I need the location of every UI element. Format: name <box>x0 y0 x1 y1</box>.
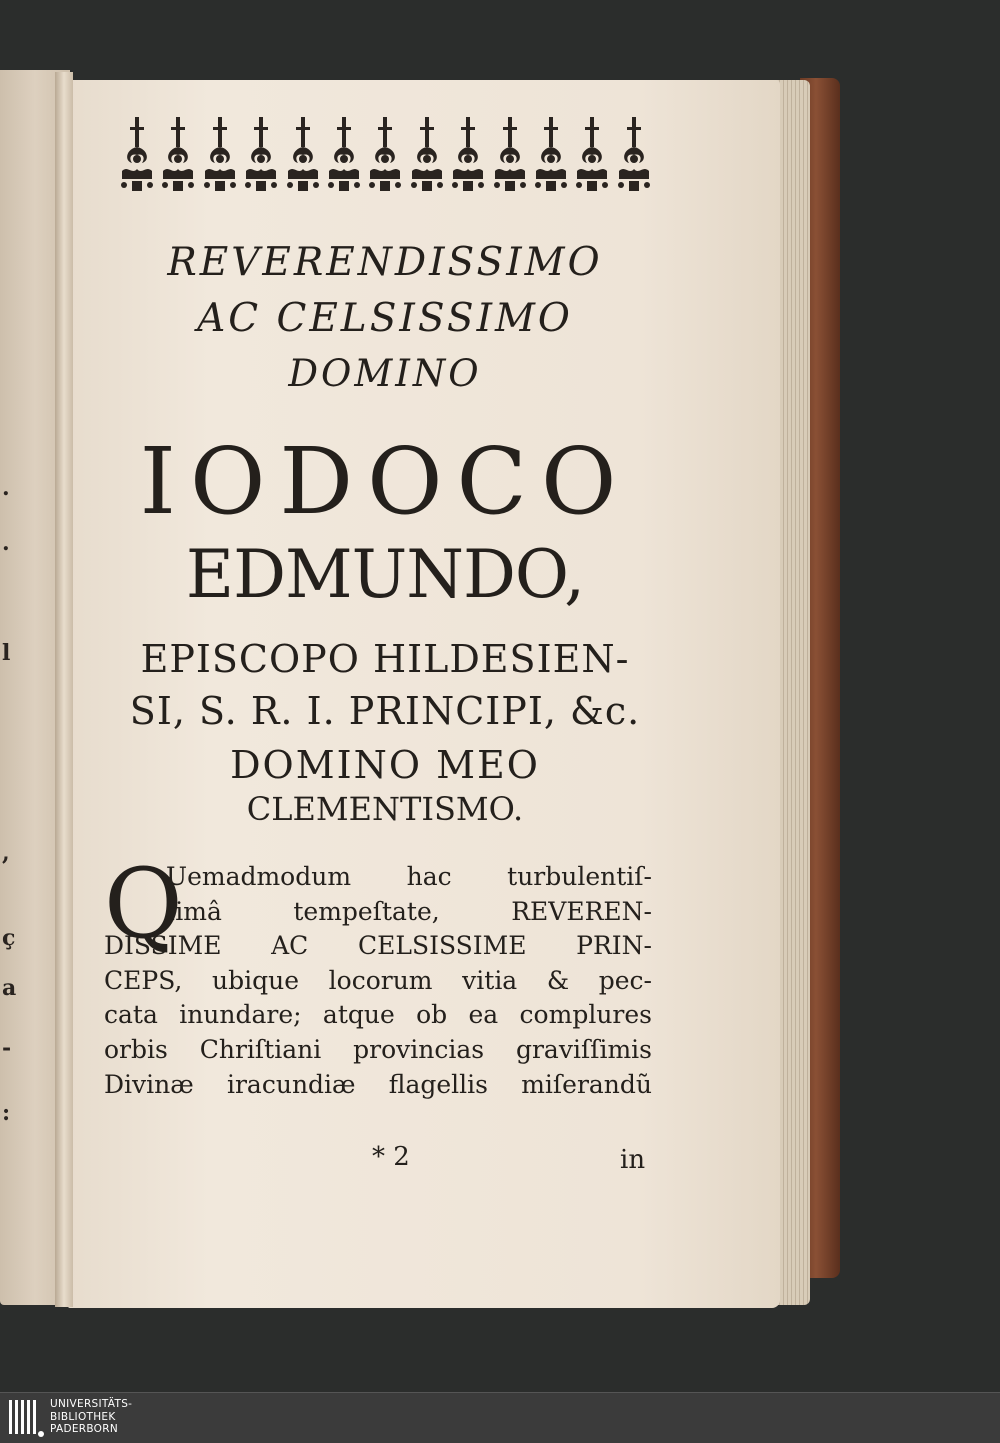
fleuron-icon <box>366 115 404 195</box>
drop-cap: Q <box>104 848 183 960</box>
dedication-line-3: DOMINO <box>288 352 482 395</box>
fleuron-icon <box>118 115 156 195</box>
fleuron-icon <box>408 115 446 195</box>
left-page-mark: l <box>2 640 11 666</box>
left-page-mark: . <box>2 475 10 501</box>
dedicatee-second-name: EDMUNDO, <box>185 536 585 613</box>
fleuron-icon <box>159 115 197 195</box>
dedicatee-title-line-2: SI, S. R. I. PRINCIPI, &c. <box>129 689 641 733</box>
body-line: Divinæ iracundiæ flagellis miſerandũ <box>104 1069 652 1099</box>
left-page-mark: - <box>2 1035 12 1061</box>
left-page-mark: , <box>2 840 10 866</box>
fleuron-icon <box>325 115 363 195</box>
catchword: in <box>620 1145 646 1175</box>
logo-line: PADERBORN <box>50 1423 118 1435</box>
fleuron-icon <box>201 115 239 195</box>
dedicatee-title-line-3: DOMINO MEO <box>230 743 540 787</box>
left-page-mark: ç <box>2 925 16 951</box>
fleuron-icon <box>532 115 570 195</box>
fleuron-icon <box>449 115 487 195</box>
footer-bar <box>0 1392 1000 1443</box>
signature-mark: * 2 <box>372 1142 410 1172</box>
fleuron-icon <box>242 115 280 195</box>
body-text <box>104 860 652 1102</box>
fleuron-icon <box>573 115 611 195</box>
dedication-line-2: AC CELSISSIMO <box>197 296 573 341</box>
book-gutter <box>55 72 73 1307</box>
fleuron-icon <box>284 115 322 195</box>
library-logo-icon <box>8 1397 46 1439</box>
logo-line: UNIVERSITÄTS- <box>50 1398 133 1410</box>
dedicatee-name: IODOCO <box>139 428 631 535</box>
fleuron-icon <box>615 115 653 195</box>
left-page-mark: a <box>2 975 17 1001</box>
left-page-mark: : <box>2 1100 11 1126</box>
fleuron-icon <box>491 115 529 195</box>
body-line: ſimâ tempeſtate, REVEREN- <box>166 896 652 926</box>
body-line: CEPS, ubique locorum vitia & pec- <box>104 965 652 995</box>
fleuron-ornament-band <box>118 112 653 197</box>
body-line: cata inundare; atque ob ea complures <box>104 1000 652 1030</box>
body-line: DISSIME AC CELSISSIME PRIN- <box>104 931 652 961</box>
body-line: orbis Chriſtiani provincias graviſſimis <box>104 1034 652 1064</box>
left-page-mark: . <box>2 530 10 556</box>
dedicatee-title-line-4: CLEMENTISMO. <box>246 790 524 828</box>
dedicatee-title-line-1: EPISCOPO HILDESIEN- <box>140 637 630 681</box>
logo-line: BIBLIOTHEK <box>50 1410 116 1423</box>
library-logo-text <box>50 1398 132 1436</box>
body-line: Uemadmodum hac turbulentiſ- <box>166 862 652 891</box>
dedication-line-1: REVERENDISSIMO <box>167 240 603 285</box>
